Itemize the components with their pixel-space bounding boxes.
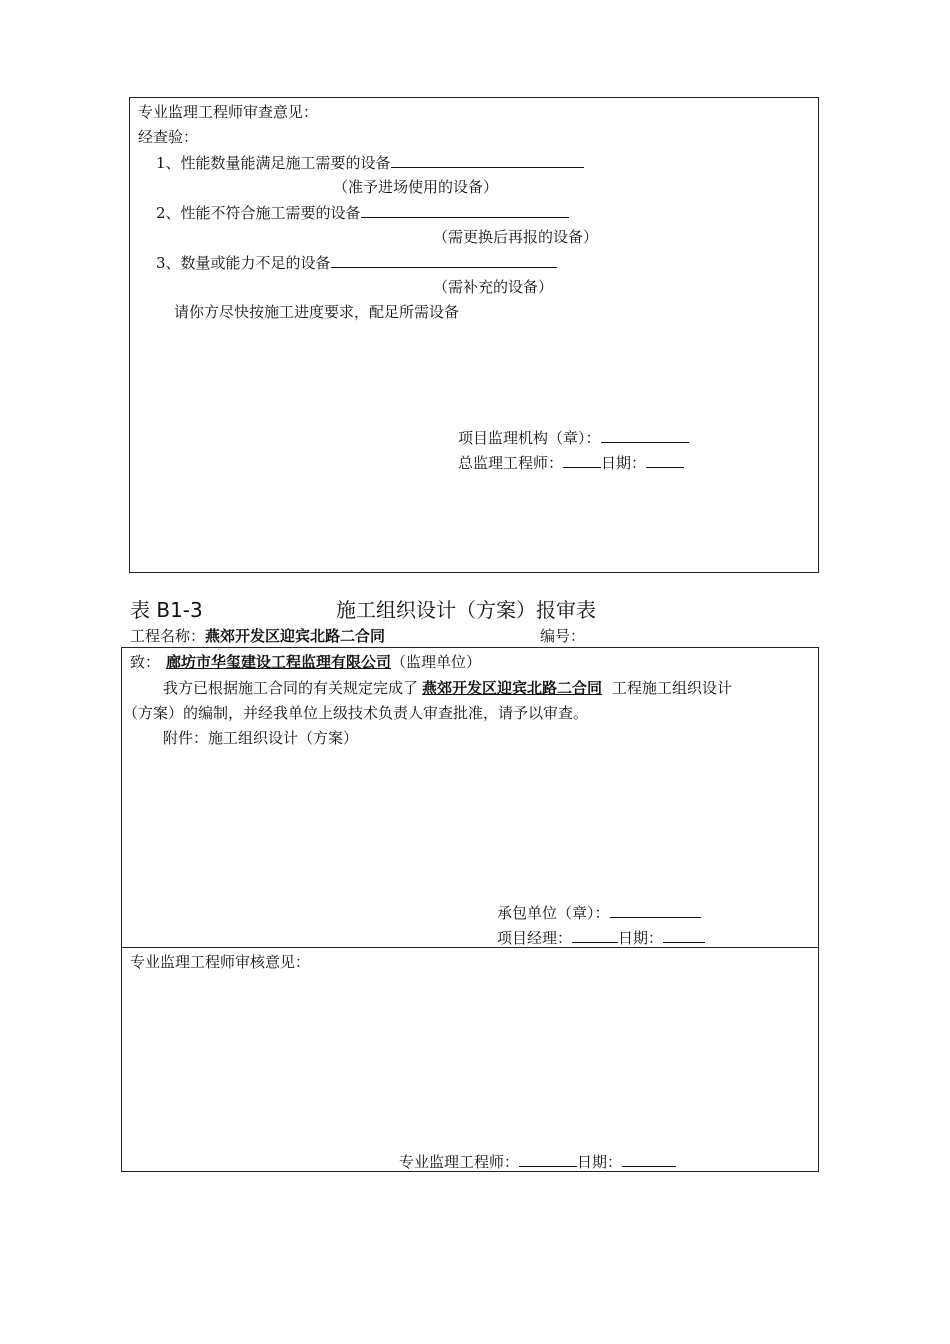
item-2-blank[interactable] <box>361 203 569 218</box>
review-date-blank[interactable] <box>646 453 684 468</box>
submission-date-label: 日期： <box>618 929 664 947</box>
item-1-text: 1、性能数量能满足施工需要的设备 <box>156 154 391 172</box>
body-suffix: 工程施工组织设计 <box>612 679 733 697</box>
contractor-blank[interactable] <box>610 903 701 918</box>
audit-engineer-blank[interactable] <box>519 1152 577 1167</box>
audit-date-label: 日期： <box>577 1153 623 1171</box>
chief-engineer-line <box>458 453 684 472</box>
supervision-org-label: 项目监理机构（章）： <box>458 429 601 447</box>
body-project-name: 燕郊开发区迎宾北路二合同 <box>422 679 603 697</box>
submission-body-line2: （方案）的编制，并经我单位上级技术负责人审查批准，请予以审查。 <box>123 704 589 722</box>
item-1-blank[interactable] <box>391 153 584 168</box>
body-prefix: 我方已根据施工合同的有关规定完成了 <box>163 679 419 697</box>
contractor-label: 承包单位（章）： <box>497 904 610 922</box>
to-label: 致： <box>130 653 161 671</box>
item-3 <box>156 253 557 272</box>
item-2-text: 2、性能不符合施工需要的设备 <box>156 204 361 222</box>
chief-engineer-blank[interactable] <box>563 453 601 468</box>
submission-date-blank[interactable] <box>663 928 705 943</box>
form-title: 施工组织设计（方案）报审表 <box>336 598 596 622</box>
review-heading: 专业监理工程师审查意见： <box>138 103 319 121</box>
project-manager-line <box>497 928 705 947</box>
project-name-value: 燕郊开发区迎宾北路二合同 <box>205 627 386 645</box>
item-2 <box>156 203 569 222</box>
project-name-line <box>130 627 385 645</box>
submission-body-line1 <box>163 679 732 697</box>
item-3-note: （需补充的设备） <box>433 278 554 296</box>
item-3-blank[interactable] <box>331 253 557 268</box>
table-number: 表 B1-3 <box>130 598 203 622</box>
item-2-note: （需更换后再报的设备） <box>433 228 599 246</box>
review-date-label: 日期： <box>601 454 647 472</box>
item-1-note: （准予进场使用的设备） <box>333 178 499 196</box>
audit-engineer-line <box>399 1152 676 1171</box>
project-name-label: 工程名称： <box>130 627 206 645</box>
audit-engineer-label: 专业监理工程师： <box>399 1153 520 1171</box>
number-label: 编号： <box>540 627 586 645</box>
attachment-text: 附件：施工组织设计（方案） <box>163 729 359 747</box>
supervision-org-blank[interactable] <box>601 428 689 443</box>
contractor-line <box>497 903 701 922</box>
request-text: 请你方尽快按施工进度要求，配足所需设备 <box>174 303 460 321</box>
supervision-org-line <box>458 428 689 447</box>
audit-date-blank[interactable] <box>622 1152 676 1167</box>
item-1 <box>156 153 584 172</box>
audit-heading: 专业监理工程师审核意见： <box>130 953 311 971</box>
recipient-suffix: （监理单位） <box>391 653 482 671</box>
section-divider <box>121 947 819 948</box>
addressee-line <box>130 653 481 671</box>
project-manager-label: 项目经理： <box>497 929 573 947</box>
project-manager-blank[interactable] <box>572 928 618 943</box>
recipient-unit: 廊坊市华玺建设工程监理有限公司 <box>166 653 392 671</box>
chief-engineer-label: 总监理工程师： <box>458 454 564 472</box>
submission-form-box <box>121 647 819 1172</box>
item-3-text: 3、数量或能力不足的设备 <box>156 254 331 272</box>
checked-label: 经查验： <box>138 128 199 146</box>
